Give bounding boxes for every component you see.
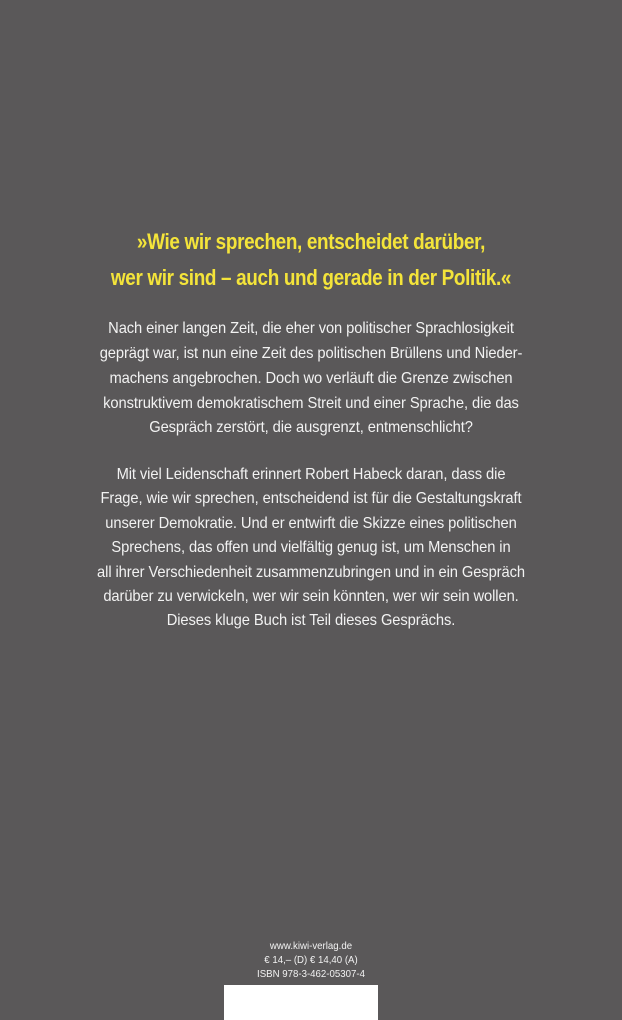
price-info: € 14,– (D) € 14,40 (A)	[264, 954, 358, 966]
barcode-area	[224, 985, 378, 1020]
quote-line-2: wer wir sind – auch und gerade in der Politik.«	[110, 265, 512, 290]
blurb-line: Nach einer langen Zeit, die eher von politischer Sprachlosigkeit	[108, 320, 514, 337]
blurb-line: all ihrer Verschiedenheit zusammenzubringen und in ein Gespräch	[97, 564, 525, 581]
blurb-line: unserer Demokratie. Und er entwirft die Skizze eines politischen	[105, 515, 517, 532]
blurb-line: Gespräch zerstört, die ausgrenzt, entmenschlicht?	[149, 419, 473, 436]
blurb-line: konstruktivem demokratischem Streit und einer Sprache, die das	[103, 395, 519, 412]
quote-line-1: »Wie wir sprechen, entscheidet darüber,	[136, 229, 486, 254]
blurb-line: geprägt war, ist nun eine Zeit des politischen Brüllens und Nieder-	[99, 345, 523, 362]
blurb-line: Sprechens, das offen und vielfältig genug ist, um Menschen in	[111, 539, 511, 556]
publisher-website: www.kiwi-verlag.de	[269, 940, 353, 952]
blurb-line: Frage, wie wir sprechen, entscheidend ist für die Gestaltungskraft	[100, 490, 522, 507]
blurb-line: machens angebrochen. Doch wo verläuft die Grenze zwischen	[109, 370, 513, 387]
isbn: ISBN 978-3-462-05307-4	[257, 968, 365, 980]
blurb-line: darüber zu verwickeln, wer wir sein könnten, wer wir sein wollen.	[103, 588, 519, 605]
blurb-line: Dieses kluge Buch ist Teil dieses Gesprächs.	[166, 612, 456, 629]
blurb-line: Mit viel Leidenschaft erinnert Robert Habeck daran, dass die	[116, 466, 506, 483]
